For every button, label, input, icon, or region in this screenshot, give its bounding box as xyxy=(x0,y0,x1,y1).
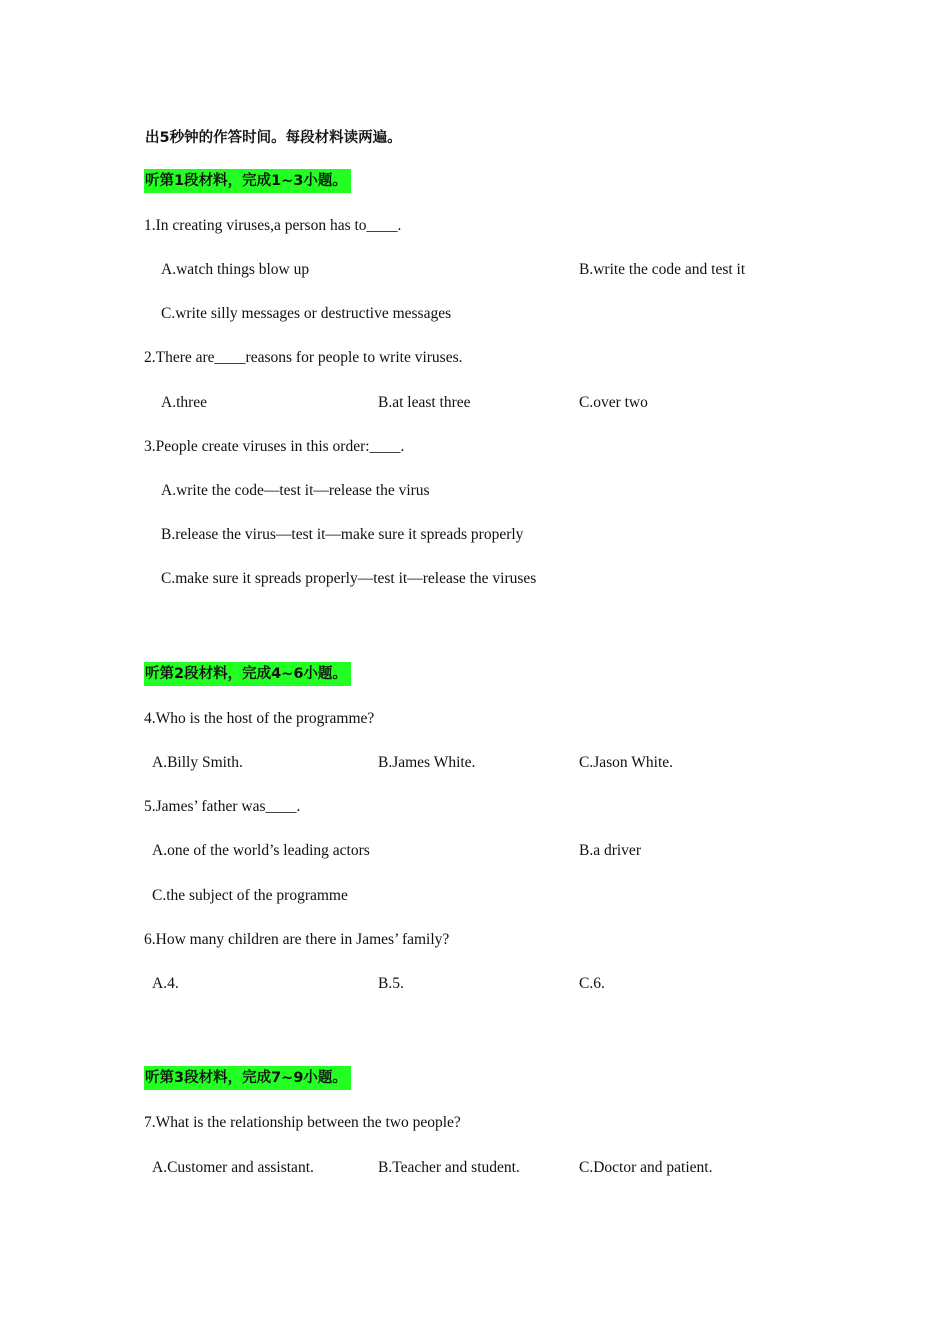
option-b: B.5. xyxy=(378,975,404,992)
question-stem: 7.What is the relationship between the two people? xyxy=(144,1114,461,1131)
question-2-options xyxy=(0,391,950,415)
question-7 xyxy=(0,1111,950,1135)
option-a: A.Customer and assistant. xyxy=(152,1159,314,1176)
question-5-options-row-2 xyxy=(0,884,950,908)
option-a: A.one of the world’s leading actors xyxy=(152,842,370,859)
option-c: C.Doctor and patient. xyxy=(579,1159,713,1176)
section-3-heading xyxy=(0,1066,950,1090)
question-4-options xyxy=(0,751,950,775)
question-5-options-row-1 xyxy=(0,839,950,863)
question-1-options-row-1 xyxy=(0,258,950,282)
option-a: A.three xyxy=(161,394,208,411)
option-c: C.6. xyxy=(579,975,605,992)
question-6 xyxy=(0,928,950,952)
question-3 xyxy=(0,435,950,459)
option-c: C.write silly messages or destructive messages xyxy=(161,305,452,322)
question-stem: 4.Who is the host of the programme? xyxy=(144,710,375,727)
question-stem: 2.There are____reasons for people to write viruses. xyxy=(144,349,463,366)
instruction-text: 出5秒钟的作答时间。每段材料读两遍。 xyxy=(145,130,402,146)
instruction-line xyxy=(0,126,950,150)
option-c: C.Jason White. xyxy=(579,754,673,771)
question-7-options xyxy=(0,1156,950,1180)
question-stem: 3.People create viruses in this order:____. xyxy=(144,438,405,455)
question-stem: 1.In creating viruses,a person has to____. xyxy=(144,217,402,234)
option-a: A.Billy Smith. xyxy=(152,754,243,771)
section-heading-text: 听第1段材料，完成1~3小题。 xyxy=(144,169,351,193)
section-1-heading xyxy=(0,169,950,193)
option-b: B.Teacher and student. xyxy=(378,1159,520,1176)
option-b: B.James White. xyxy=(378,754,476,771)
question-6-options xyxy=(0,972,950,996)
option-a: A.write the code—test it—release the virus xyxy=(161,482,430,499)
question-2 xyxy=(0,346,950,370)
option-b: B.a driver xyxy=(579,842,641,859)
section-heading-text: 听第2段材料，完成4~6小题。 xyxy=(144,662,351,686)
question-4 xyxy=(0,707,950,731)
question-5 xyxy=(0,795,950,819)
option-b: B.at least three xyxy=(378,394,471,411)
question-stem: 5.James’ father was____. xyxy=(144,798,301,815)
question-3-option-c-row xyxy=(0,567,950,591)
section-heading-text: 听第3段材料，完成7~9小题。 xyxy=(144,1066,351,1090)
option-b: B.write the code and test it xyxy=(579,261,746,278)
question-3-option-b-row xyxy=(0,523,950,547)
option-a: A.4. xyxy=(152,975,179,992)
question-1-options-row-2 xyxy=(0,302,950,326)
option-b: B.release the virus—test it—make sure it spreads properly xyxy=(161,526,524,543)
option-c: C.make sure it spreads properly—test it—release the viruses xyxy=(161,570,537,587)
question-1 xyxy=(0,214,950,238)
question-3-option-a-row xyxy=(0,479,950,503)
section-2-heading xyxy=(0,662,950,686)
option-c: C.the subject of the programme xyxy=(152,887,348,904)
option-c: C.over two xyxy=(579,394,648,411)
option-a: A.watch things blow up xyxy=(161,261,310,278)
question-stem: 6.How many children are there in James’ family? xyxy=(144,931,450,948)
